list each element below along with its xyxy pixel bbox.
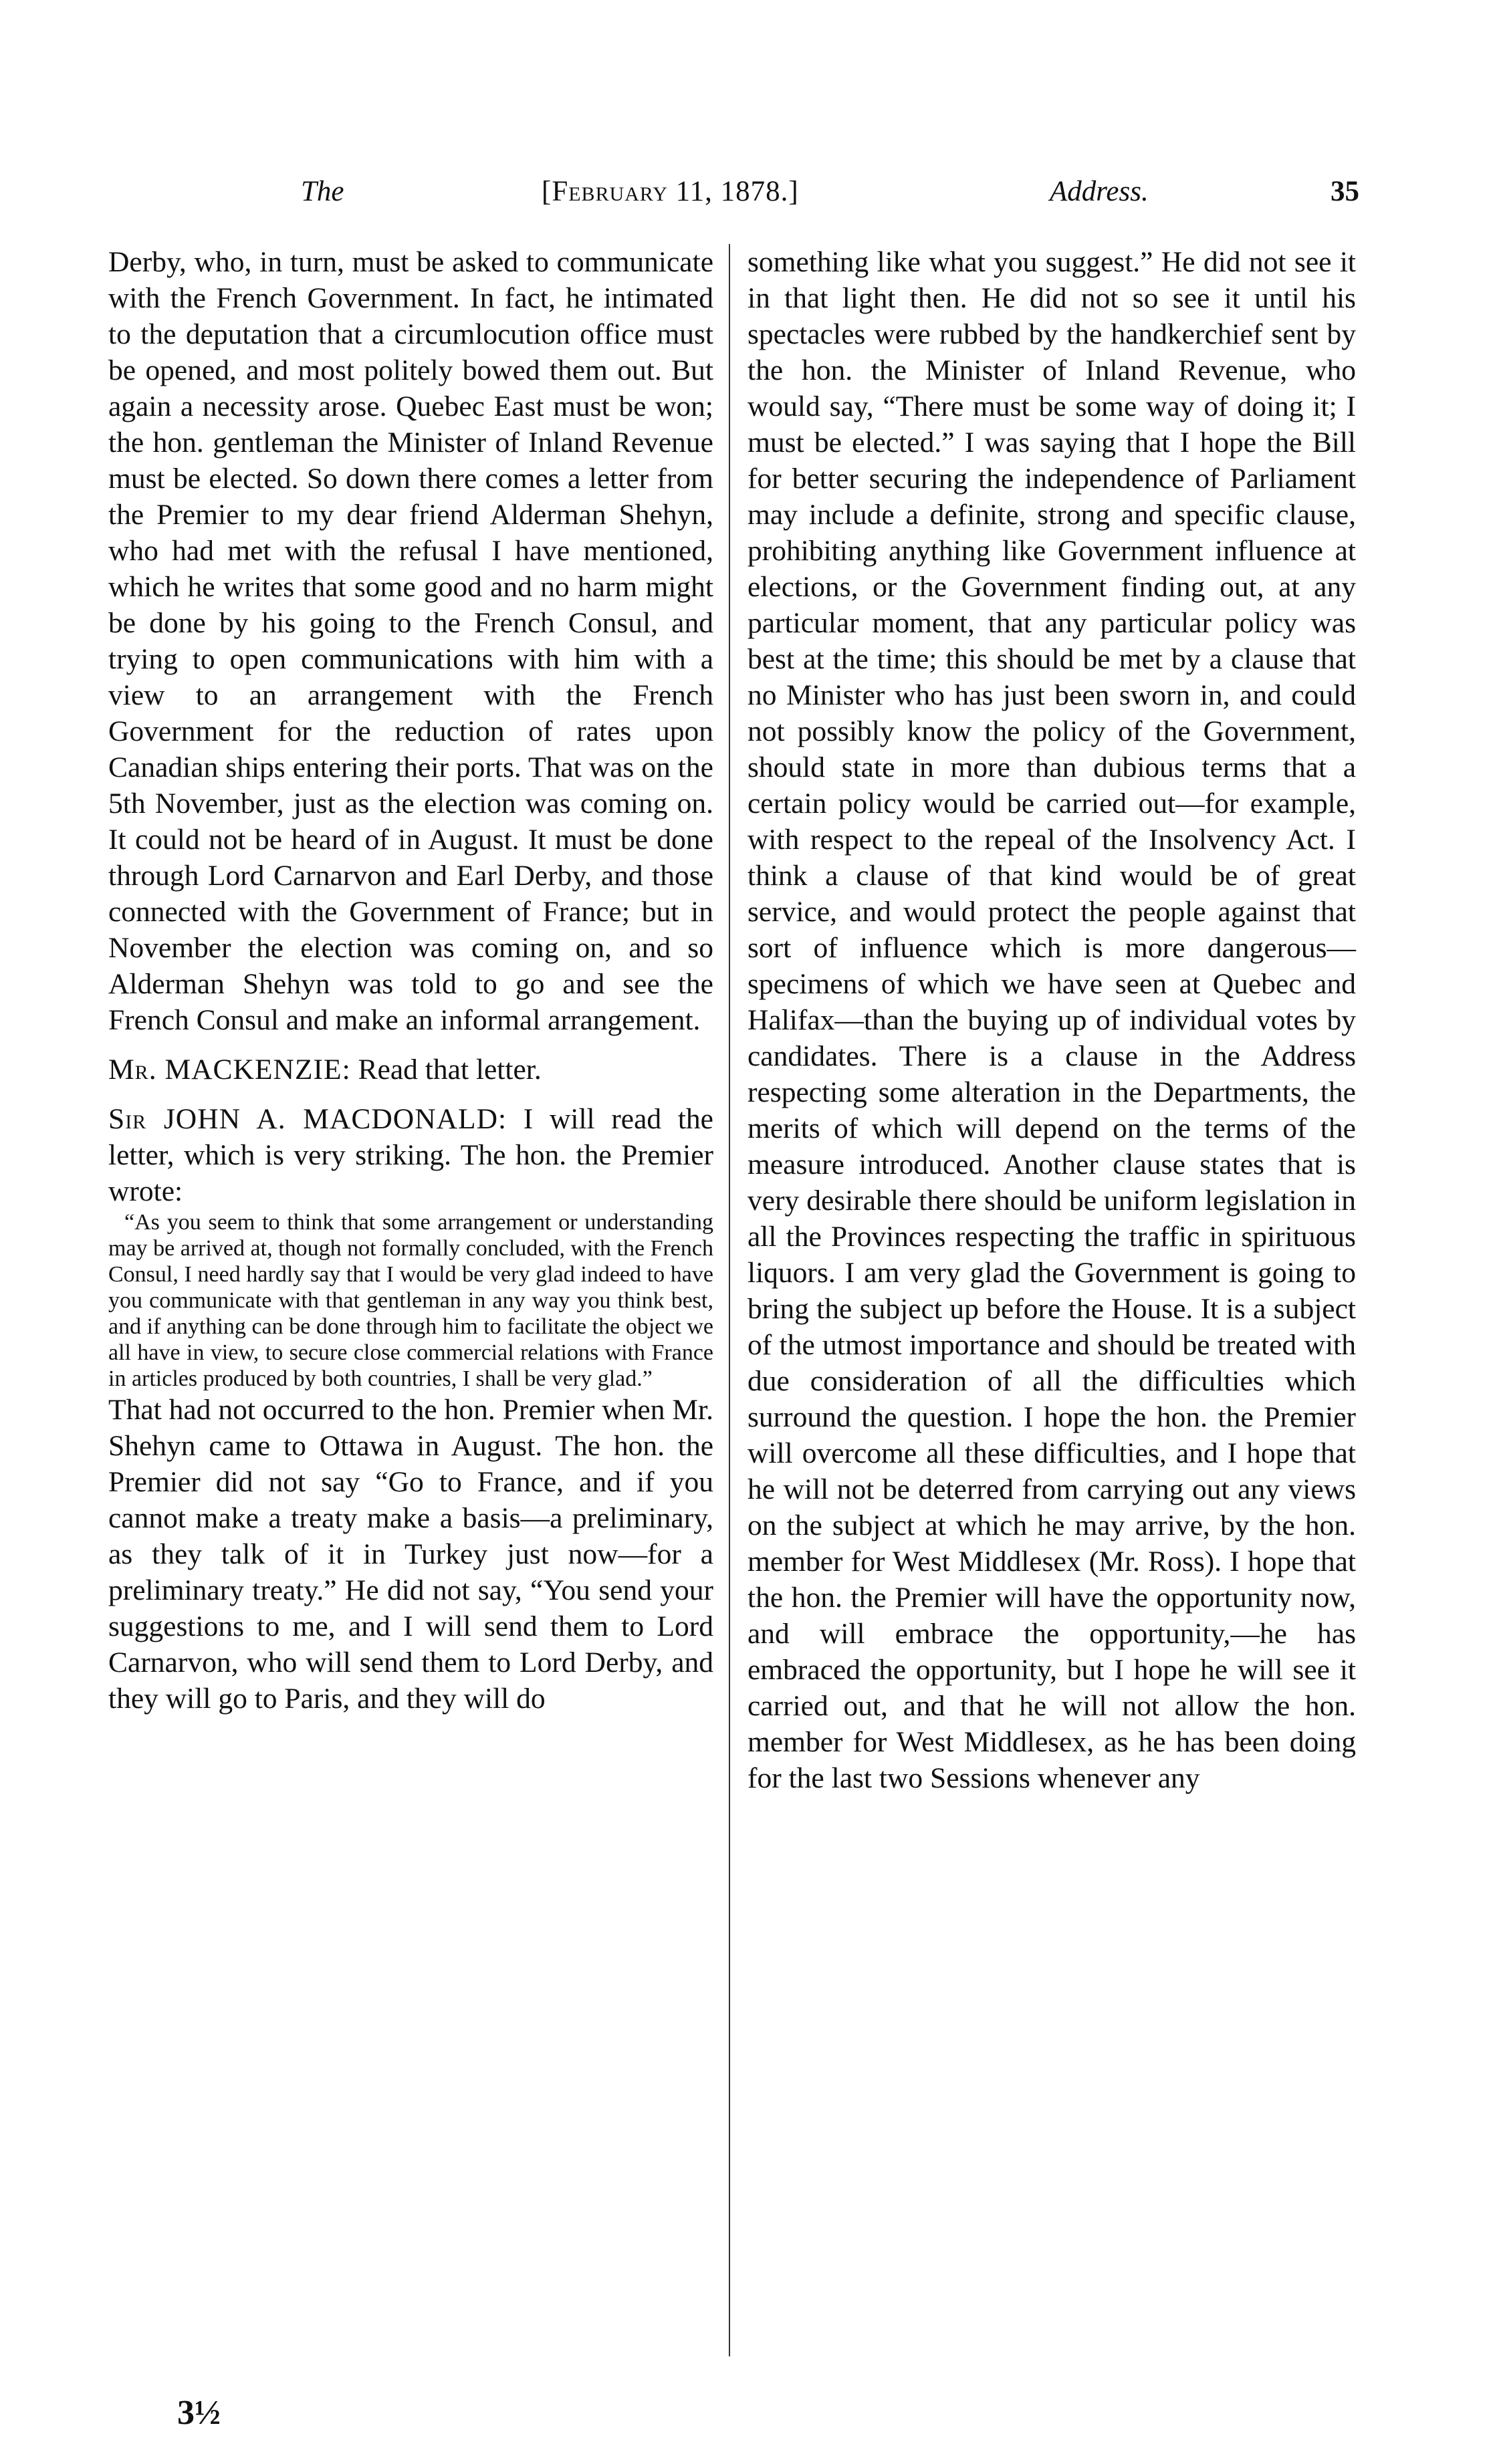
column-divider: [729, 244, 730, 2356]
left-paragraph-4: That had not occurred to the hon. Premier when Mr. Shehyn came to Ottawa in August. The hon. the Premier did not say “Go to France, and if you cannot make a treaty make a basis—a preliminary, as they talk of it in Turkey just now—for a preliminary treaty.” He did not say, “You send your suggestions to me, and I will send them to Lord Carnarvon, who will send them to Lord Derby, and they will go to Paris, and they will do: [108, 1394, 713, 1715]
right-paragraph-1: something like what you suggest.” He did not see it in that light then. He did not so see it until his spectacles were rubbed by the handkerchief sent by the hon. the Minister of Inland Revenue, who would say, “There must be some way of doing it; I must be elected.” I was saying that I hope the Bill for better securing the independence of Parliament may include a definite, strong and specific clause, prohibiting anything like Government influence at elections, or the Government finding out, at any particular moment, that any particular policy was best at the time; this should be met by a clause that no Minister who has just been sworn in, and could not possibly know the policy of the Government, should state in more than dubious terms that a certain policy would be carried out—for example, with respect to the repeal of the Insolvency Act. I think a clause of that kind would be of great service, and would protect the people against that sort of influence which is more dangerous—specimens of which we have seen at Quebec and Halifax—than the buying up of individual votes by candidates. There is a clause in the Address respecting some alteration in the Departments, the merits of which will depend on the terms of the measure introduced. Another clause states that is very desirable there should be uniform legislation in all the Provinces respecting the traffic in spirituous liquors. I am very glad the Government is going to bring the subject up before the House. It is a subject of the utmost importance and should be treated with due consideration of all the difficulties which surround the question. I hope the hon. the Premier will overcome all these difficulties, and I hope that he will not be deterred from carrying out any views on the subject at which he may arrive, by the hon. member for West Middlesex (Mr. Ross). I hope that the hon. the Premier will have the opportunity now, and will embrace the opportunity,—he has embraced the opportunity, but I hope he will see it carried out, and that he will not allow the hon. member for West Middlesex, as he has been doing for the last two Sessions whenever any: [748, 246, 1356, 1794]
header-date: [February 11, 1878.]: [542, 176, 799, 207]
left-column: [108, 244, 713, 1717]
right-column: [748, 244, 1356, 1796]
signature-mark: 3½: [177, 2394, 221, 2432]
left-paragraph-2: [108, 1052, 713, 1088]
page-header: [0, 175, 1495, 222]
left-paragraph-3-text: I will read the letter, which is very striking. The hon. the Premier wrote:: [108, 1103, 713, 1207]
left-paragraph-2-text: Read that letter.: [350, 1054, 542, 1086]
quoted-letter: “As you seem to think that some arrangement or understanding may be arrived at, though not formally concluded, with the French Consul, I need hardly say that I would be very glad indeed to have you communicate with that gentleman in any way you think best, and if anything can be done through him to facilitate the object we all have in view, to secure close commercial relations with France in articles produced by both countries, I shall be very glad.”: [108, 1210, 713, 1391]
page-number: 35: [1331, 176, 1359, 207]
speaker-mackenzie: Mr. MACKENZIE:: [108, 1054, 351, 1086]
speaker-macdonald: Sir JOHN A. MACDONALD:: [108, 1103, 507, 1135]
left-paragraph-1: Derby, who, in turn, must be asked to communicate with the French Government. In fact, he intimated to the deputation that a circumlocution office must be opened, and most politely bowed them out. But again a necessity arose. Quebec East must be won; the hon. gentleman the Minister of Inland Revenue must be elected. So down there comes a letter from the Premier to my dear friend Alderman Shehyn, who had met with the refusal I have mentioned, which he writes that some good and no harm might be done by his going to the French Consul, and trying to open communications with him with a view to an arrangement with the French Government for the reduction of rates upon Canadian ships entering their ports. That was on the 5th November, just as the election was coming on. It could not be heard of in August. It must be done through Lord Carnarvon and Earl Derby, and those connected with the Government of France; but in November the election was coming on, and so Alderman Shehyn was told to go and see the French Consul and make an informal arrangement.: [108, 246, 713, 1036]
left-paragraph-3: [108, 1101, 713, 1209]
header-right: Address.: [1050, 176, 1149, 207]
header-left: The: [301, 176, 344, 207]
